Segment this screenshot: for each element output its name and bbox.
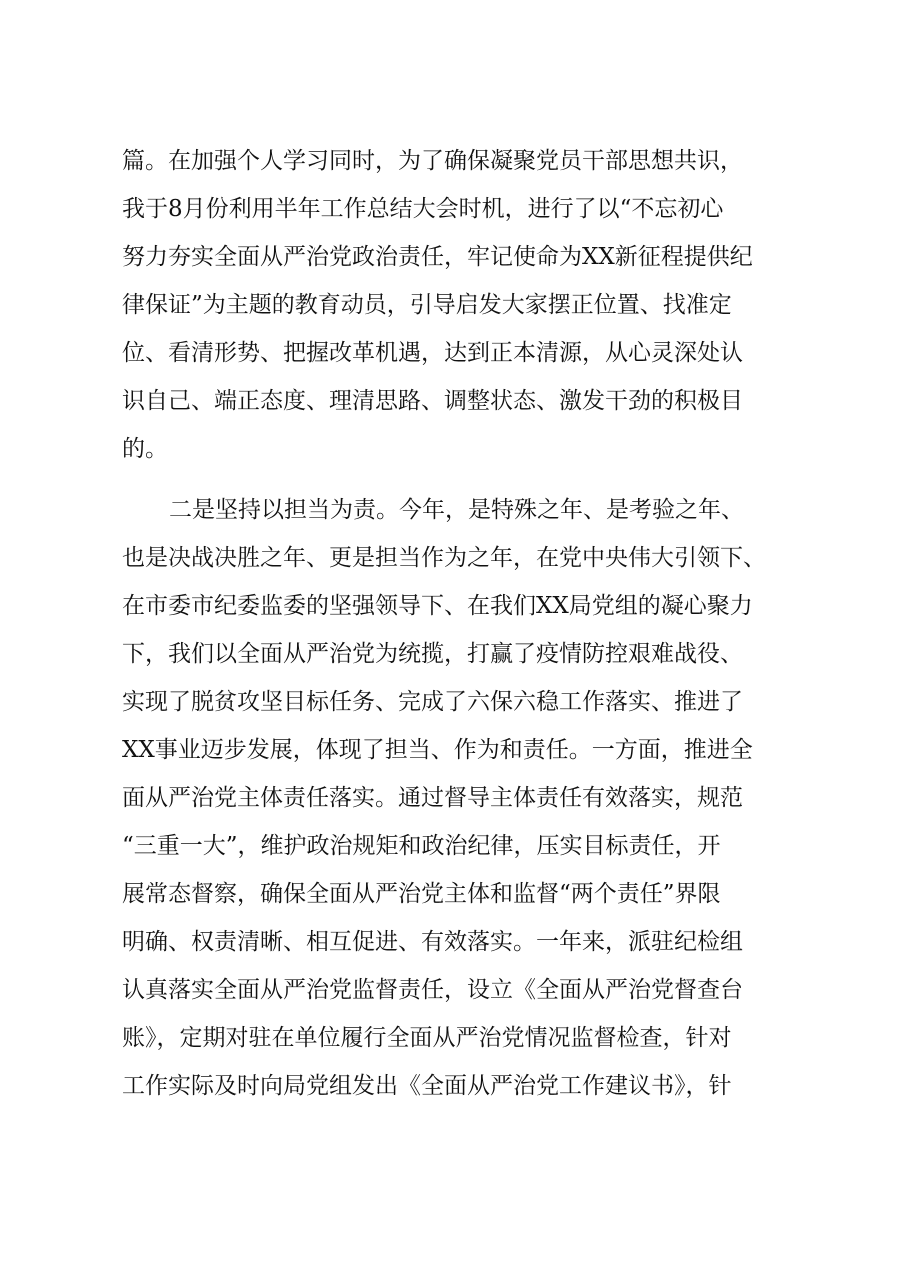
paragraph-first-line: 二是坚持以担当为责。今年，是特殊之年、是考验之年、 (169, 497, 744, 523)
text-line: 的。 (122, 436, 168, 462)
text-line: 律保证”为主题的教育动员，引导启发大家摆正位置、找准定 (122, 292, 732, 318)
text-line: 识自己、端正态度、理清思路、调整状态、激发干劲的积极目 (122, 388, 743, 414)
text-line: 我于8月份利用半年工作总结大会时机，进行了以“不忘初心 (122, 196, 724, 222)
text-line: 明确、权责清晰、相互促进、有效落实。一年来，派驻纪检组 (122, 929, 743, 955)
text-line: 实现了脱贫攻坚目标任务、完成了六保六稳工作落实、推进了 (122, 689, 743, 715)
text-line: 努力夯实全面从严治党政治责任，牢记使命为XX新征程提供纪 (122, 244, 753, 270)
text-line: XX事业迈步发展，体现了担当、作为和责任。一方面，推进全 (122, 737, 753, 763)
text-line: 也是决战决胜之年、更是担当作为之年，在党中央伟大引领下、 (122, 545, 766, 571)
text-line: 展常态督察，确保全面从严治党主体和监督“两个责任”界限 (122, 881, 721, 907)
text-line: 工作实际及时向局党组发出《全面从严治党工作建议书》，针 (122, 1073, 732, 1099)
text-line: 面从严治党主体责任落实。通过督导主体责任有效落实，规范 (122, 785, 743, 811)
text-line: “三重一大”，维护政治规矩和政治纪律，压实目标责任，开 (122, 833, 721, 859)
text-line: 在市委市纪委监委的坚强领导下、在我们XX局党组的凝心聚力 (122, 593, 753, 619)
text-line: 位、看清形势、把握改革机遇，达到正本清源，从心灵深处认 (122, 340, 743, 366)
text-line: 账》，定期对驻在单位履行全面从严治党情况监督检查，针对 (122, 1025, 732, 1051)
text-line: 下，我们以全面从严治党为统揽，打赢了疫情防控艰难战役、 (122, 641, 743, 667)
text-line: 认真落实全面从严治党监督责任，设立《全面从严治党督查台 (122, 977, 743, 1003)
text-line: 篇。在加强个人学习同时，为了确保凝聚党员干部思想共识， (122, 148, 743, 174)
